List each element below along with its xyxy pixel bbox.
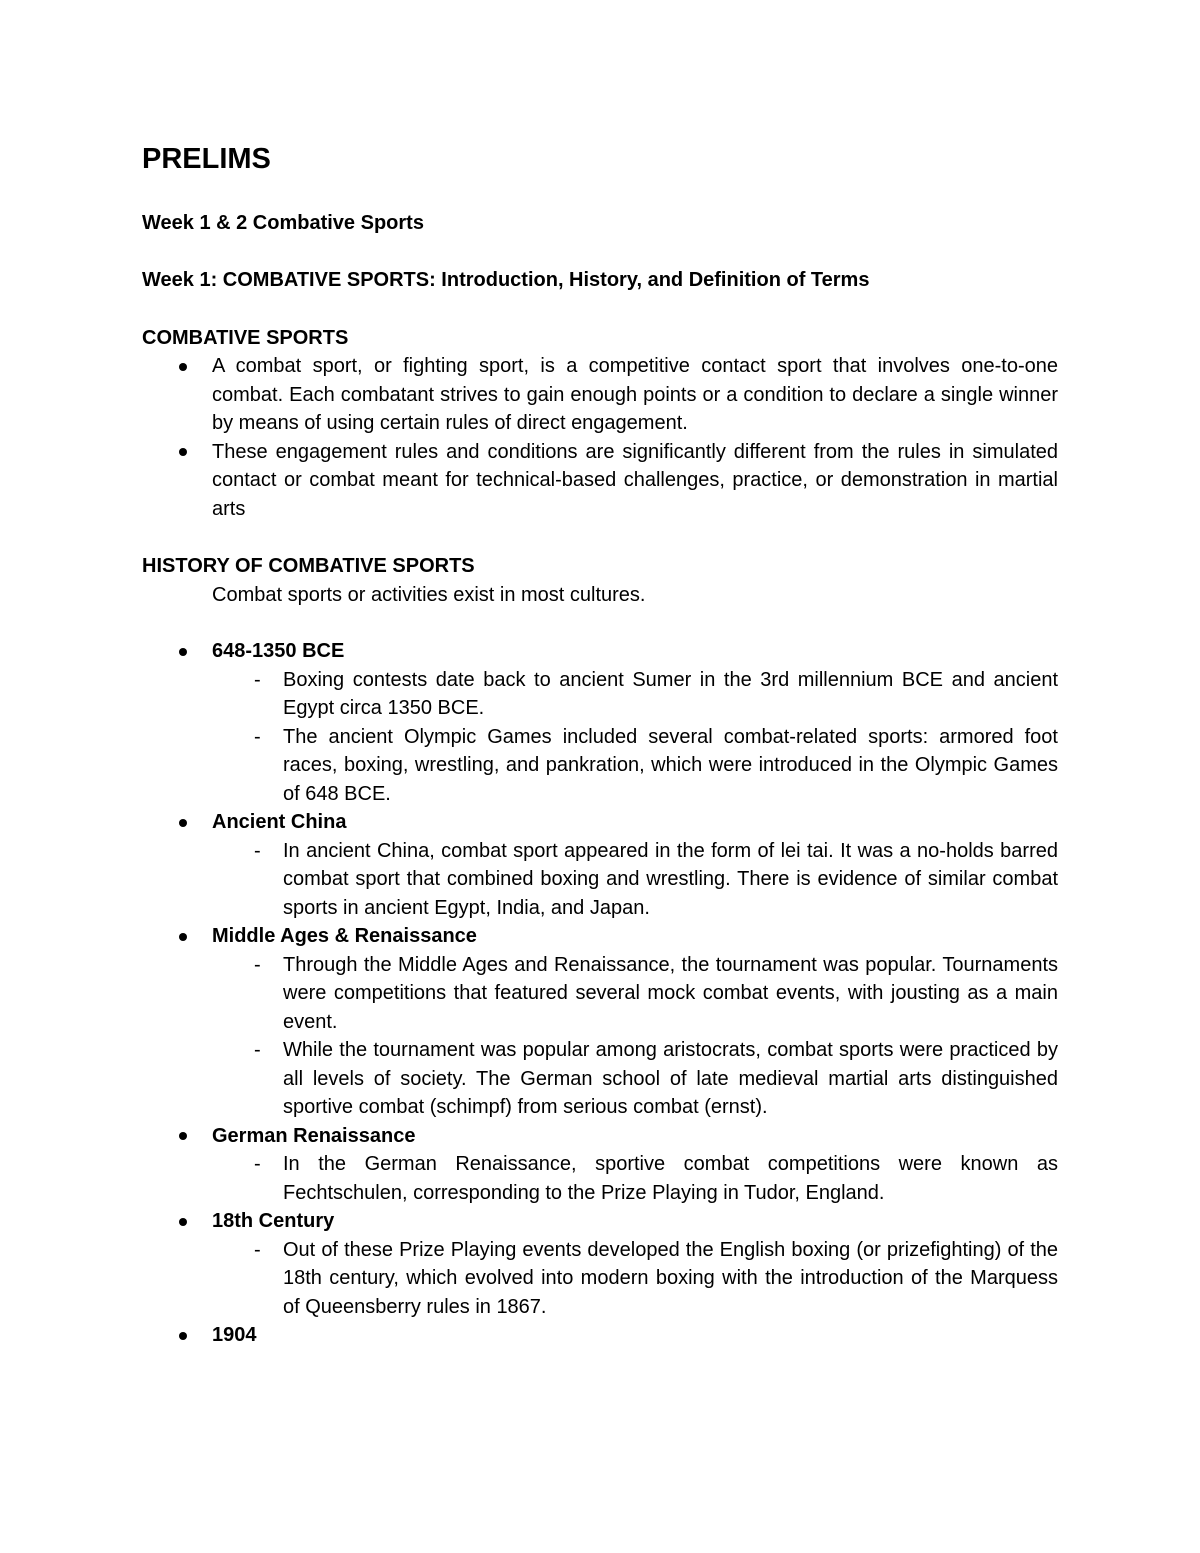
era-detail-list xyxy=(212,951,1058,1122)
dash-marker: - xyxy=(254,1039,261,1061)
era-detail-list xyxy=(212,1236,1058,1322)
dash-marker: - xyxy=(254,668,261,691)
list-item xyxy=(142,438,1058,524)
bullet-icon xyxy=(179,363,187,371)
list-item xyxy=(212,837,1058,923)
dash-marker: - xyxy=(254,953,261,976)
list-item xyxy=(212,1036,1058,1122)
era-detail-text: While the tournament was popular among aristocrats, combat sports were practiced by all levels of society. The German school of late medieval martial arts distinguished sportive combat (schimpf) from serious combat (ernst). xyxy=(283,1039,1058,1118)
era-detail-list xyxy=(212,1150,1058,1207)
page-title: PRELIMS xyxy=(142,143,271,175)
dash-marker: - xyxy=(254,1238,261,1261)
era-detail-text: In ancient China, combat sport appeared in the form of lei tai. It was a no-holds barred combat sport that combined boxing and wrestling. There is evidence of similar combat sports in ancient Egypt, India, and Japan. xyxy=(283,839,1058,919)
bullet-icon xyxy=(179,1332,187,1340)
bullet-icon xyxy=(179,933,187,941)
era-detail-text: Boxing contests date back to ancient Sumer in the 3rd millennium BCE and ancient Egypt circa 1350 BCE. xyxy=(283,668,1058,719)
era-item xyxy=(142,1207,1058,1321)
era-detail-text: In the German Renaissance, sportive combat competitions were known as Fechtschulen, corresponding to the Prize Playing in Tudor, England. xyxy=(283,1153,1058,1204)
list-item xyxy=(212,1150,1058,1207)
era-item xyxy=(142,1321,1058,1350)
list-item xyxy=(142,352,1058,438)
era-detail-list xyxy=(212,666,1058,809)
dash-marker: - xyxy=(254,725,261,748)
era-detail-text: The ancient Olympic Games included several combat-related sports: armored foot races, boxing, wrestling, and pankration, which were introduced in the Olympic Games of 648 BCE. xyxy=(283,725,1058,805)
era-item xyxy=(142,808,1058,922)
week-subtitle: Week 1: COMBATIVE SPORTS: Introduction, History, and Definition of Terms xyxy=(142,269,870,291)
era-detail-text: Out of these Prize Playing events developed the English boxing (or prizefighting) of the 18th century, which evolved into modern boxing with the introduction of the Marquess of Queensberry rules in 1867. xyxy=(283,1238,1058,1318)
era-label: 648-1350 BCE xyxy=(212,640,345,662)
bullet-text: These engagement rules and conditions are significantly different from the rules in simulated contact or combat meant for technical-based challenges, practice, or demonstration in martial arts xyxy=(212,440,1058,520)
list-item xyxy=(212,1236,1058,1322)
era-label: 18th Century xyxy=(212,1210,335,1232)
history-intro: Combat sports or activities exist in most cultures. xyxy=(212,584,646,606)
era-label: Middle Ages & Renaissance xyxy=(212,925,477,947)
era-item xyxy=(142,922,1058,1122)
era-label: 1904 xyxy=(212,1324,257,1346)
combative-bullet-list xyxy=(142,352,1058,523)
section-heading-history: HISTORY OF COMBATIVE SPORTS xyxy=(142,555,475,577)
list-item xyxy=(212,951,1058,1037)
list-item xyxy=(212,723,1058,809)
era-label: Ancient China xyxy=(212,811,347,833)
section-heading-combative: COMBATIVE SPORTS xyxy=(142,327,349,349)
era-item xyxy=(142,637,1058,808)
era-item xyxy=(142,1122,1058,1208)
list-item xyxy=(212,666,1058,723)
era-detail-list xyxy=(212,837,1058,923)
dash-marker: - xyxy=(254,1153,261,1175)
dash-marker: - xyxy=(254,839,261,862)
bullet-icon xyxy=(179,1218,187,1226)
era-label: German Renaissance xyxy=(212,1124,416,1147)
course-subtitle: Week 1 & 2 Combative Sports xyxy=(142,212,424,234)
history-era-list xyxy=(142,637,1058,1350)
bullet-icon xyxy=(179,448,187,456)
bullet-icon xyxy=(179,819,187,827)
era-detail-text: Through the Middle Ages and Renaissance, the tournament was popular. Tournaments were competitions that featured several mock combat events, with jousting as a main event. xyxy=(283,953,1058,1033)
bullet-icon xyxy=(179,1132,187,1140)
bullet-icon xyxy=(179,648,187,656)
bullet-text: A combat sport, or fighting sport, is a competitive contact sport that involves one-to-one combat. Each combatant strives to gain enough points or a condition to declare a single winner by means of using certain rules of direct engagement. xyxy=(212,355,1058,434)
